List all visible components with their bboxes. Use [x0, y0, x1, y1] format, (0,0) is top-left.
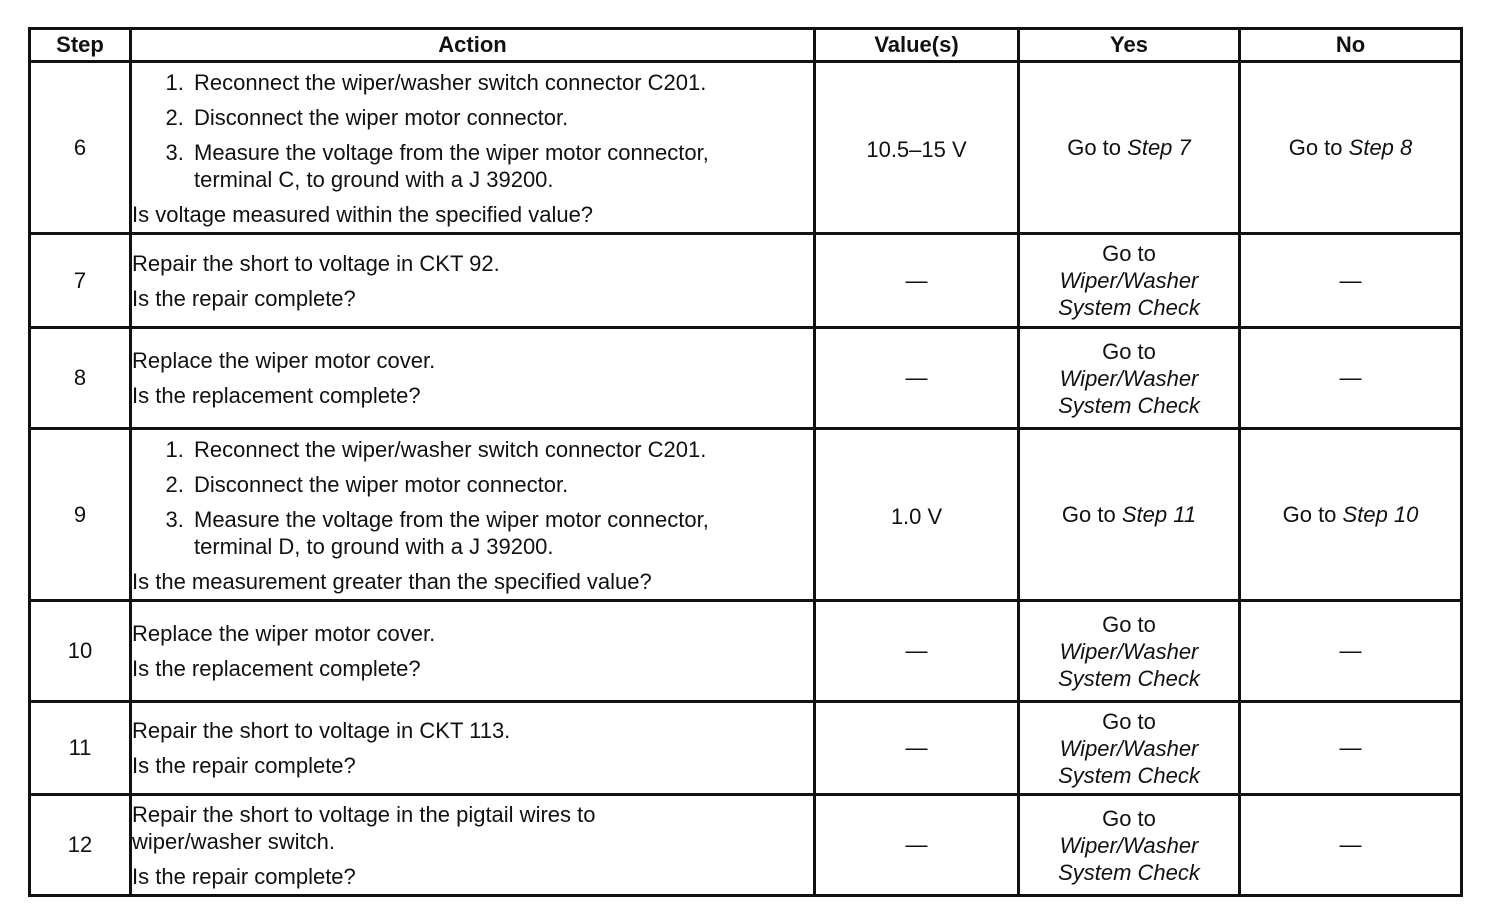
go-to-text: Go to — [1288, 135, 1343, 160]
action-step-text: terminal C, to ground with a J 39200. — [194, 167, 554, 192]
action-cell — [131, 601, 815, 702]
action-step-item — [190, 139, 813, 193]
question-text: Is the repair complete? — [132, 285, 356, 311]
link-text: Wiper/Washer — [1059, 735, 1199, 761]
system-check-link[interactable] — [1020, 735, 1238, 789]
table-row — [30, 429, 1462, 601]
link-text: System Check — [1058, 859, 1200, 885]
no-cell: — — [1240, 328, 1462, 429]
link-text: System Check — [1058, 392, 1200, 418]
step-link[interactable]: Step 7 — [1127, 135, 1191, 160]
action-steps — [132, 69, 813, 193]
step-number: 11 — [30, 702, 131, 795]
table-row — [30, 601, 1462, 702]
action-step-item: 2. Disconnect the wiper motor connector. — [190, 471, 813, 498]
value-cell: — — [815, 702, 1019, 795]
system-check-link[interactable] — [1020, 267, 1238, 321]
go-to-text: Go to — [1061, 502, 1116, 527]
value-cell: 10.5–15 V — [815, 62, 1019, 234]
action-cell — [131, 702, 815, 795]
link-text: Wiper/Washer — [1059, 638, 1199, 664]
action-step-item — [190, 506, 813, 560]
action-steps — [132, 436, 813, 560]
no-cell: — — [1240, 702, 1462, 795]
action-step-text: terminal D, to ground with a J 39200. — [194, 534, 554, 559]
step-link[interactable]: Step 8 — [1348, 135, 1413, 160]
action-text: Replace the wiper motor cover. — [132, 621, 436, 646]
step-link[interactable]: Step 11 — [1121, 502, 1197, 527]
table-row — [30, 234, 1462, 328]
system-check-link[interactable] — [1020, 832, 1238, 886]
action-cell — [131, 328, 815, 429]
table-row — [30, 62, 1462, 234]
header-yes: Yes — [1019, 29, 1240, 62]
no-cell: — — [1240, 234, 1462, 328]
action-step-item: 1. Reconnect the wiper/washer switch connector C201. — [190, 436, 813, 463]
action-cell — [131, 62, 815, 234]
action-step-text: Measure the voltage from the wiper motor connector, — [194, 140, 709, 165]
link-text: System Check — [1058, 762, 1200, 788]
action-cell — [131, 795, 815, 896]
system-check-link[interactable] — [1020, 638, 1238, 692]
no-cell — [1240, 62, 1462, 234]
yes-cell — [1019, 328, 1240, 429]
link-text: System Check — [1058, 295, 1200, 320]
action-text: Replace the wiper motor cover. — [132, 348, 436, 373]
table-row — [30, 702, 1462, 795]
no-cell — [1240, 429, 1462, 601]
step-number: 10 — [30, 601, 131, 702]
yes-cell — [1019, 429, 1240, 601]
action-cell — [131, 234, 815, 328]
header-step: Step — [30, 29, 131, 62]
value-cell: — — [815, 601, 1019, 702]
yes-cell — [1019, 795, 1240, 896]
step-link[interactable]: Step 10 — [1342, 502, 1419, 527]
question-text: Is the replacement complete? — [132, 383, 421, 408]
header-row — [30, 29, 1462, 62]
action-text: Repair the short to voltage in CKT 113. — [132, 718, 511, 743]
question-text: Is voltage measured within the specified value? — [132, 202, 594, 227]
yes-cell — [1019, 601, 1240, 702]
action-step-item: 1. Reconnect the wiper/washer switch connector C201. — [190, 69, 813, 96]
question-text: Is the repair complete? — [132, 863, 356, 889]
go-to-text: Go to — [1282, 502, 1337, 527]
step-number: 9 — [30, 429, 131, 601]
yes-cell — [1019, 702, 1240, 795]
question-text: Is the measurement greater than the specified value? — [132, 569, 652, 594]
yes-cell — [1019, 234, 1240, 328]
question-text: Is the replacement complete? — [132, 656, 421, 681]
table-row — [30, 328, 1462, 429]
link-text: Wiper/Washer — [1059, 268, 1199, 293]
action-step-item: 2. Disconnect the wiper motor connector. — [190, 104, 813, 131]
link-text: Wiper/Washer — [1059, 832, 1199, 858]
link-text: System Check — [1058, 665, 1200, 691]
go-to-text: Go to — [1102, 805, 1156, 831]
action-step-text: Measure the voltage from the wiper motor connector, — [194, 507, 709, 532]
system-check-link[interactable] — [1020, 365, 1238, 419]
go-to-text: Go to — [1067, 135, 1122, 160]
go-to-text: Go to — [1102, 338, 1156, 364]
header-action: Action — [131, 29, 815, 62]
no-cell: — — [1240, 601, 1462, 702]
diagnostic-table — [28, 27, 1463, 897]
value-cell: — — [815, 328, 1019, 429]
step-number: 12 — [30, 795, 131, 896]
action-text: wiper/washer switch. — [132, 828, 335, 854]
go-to-text: Go to — [1102, 611, 1156, 637]
step-number: 7 — [30, 234, 131, 328]
value-cell: — — [815, 795, 1019, 896]
yes-cell — [1019, 62, 1240, 234]
header-values: Value(s) — [815, 29, 1019, 62]
action-text: Repair the short to voltage in the pigtail wires to — [132, 801, 596, 827]
value-cell: — — [815, 234, 1019, 328]
no-cell: — — [1240, 795, 1462, 896]
action-text: Repair the short to voltage in CKT 92. — [132, 250, 500, 276]
go-to-text: Go to — [1102, 241, 1156, 266]
table-row — [30, 795, 1462, 896]
value-cell: 1.0 V — [815, 429, 1019, 601]
action-cell — [131, 429, 815, 601]
link-text: Wiper/Washer — [1059, 365, 1199, 391]
step-number: 8 — [30, 328, 131, 429]
header-no: No — [1240, 29, 1462, 62]
go-to-text: Go to — [1102, 708, 1156, 734]
step-number: 6 — [30, 62, 131, 234]
question-text: Is the repair complete? — [132, 753, 356, 778]
